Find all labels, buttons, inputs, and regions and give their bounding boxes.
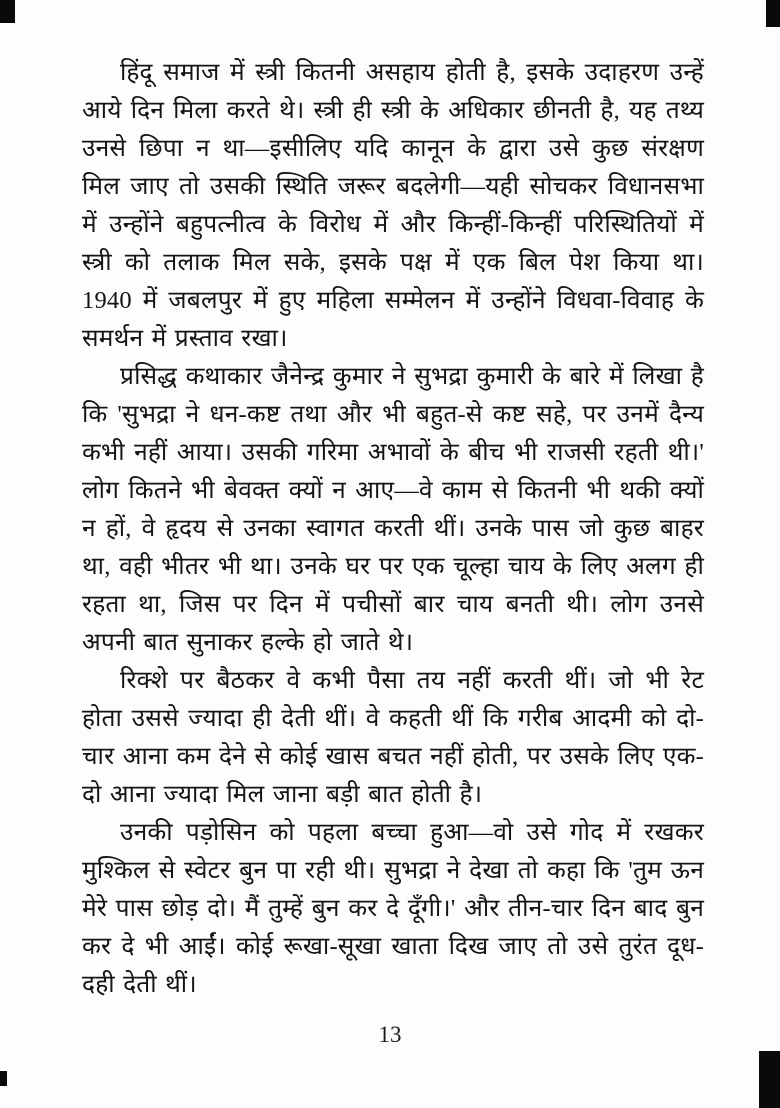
paragraph-2: प्रसिद्ध कथाकार जैनेन्द्र कुमार ने सुभद्रा कुमारी के बारे में लिखा है कि 'सुभद्रा ने धन-कष्ट तथा और भी बहुत-से कष्ट सहे, पर उनमें दैन्य कभी नहीं आया। उसकी गरिमा अभावों के बीच भी राजसी रहती थी।' लोग कितने भी बेवक्त क्यों न आए—वे काम से कितनी भी थकी क्यों न हों, वे हृदय से उनका स्वागत करती थीं। उनके पास जो कुछ बाहर था, वही भीतर भी था। उनके घर पर एक चूल्हा चाय के लिए अलग ही रहता था, जिस पर दिन में पचीसों बार चाय बनती थी। लोग उनसे अपनी बात सुनाकर हल्के हो जाते थे। [82,363,704,656]
body-text [82,54,704,1004]
scan-artifact-bottom-left [0,1071,7,1086]
scan-artifact-top-left [0,0,15,23]
page-number: 13 [378,1022,402,1047]
paragraph-4: उनकी पड़ोसिन को पहला बच्चा हुआ—वो उसे गोद में रखकर मुश्किल से स्वेटर बुन पा रही थी। सुभद्रा ने देखा तो कहा कि 'तुम ऊन मेरे पास छोड़ दो। मैं तुम्हें बुन कर दे दूँगी।' और तीन-चार दिन बाद बुन कर दे भी आईं। कोई रूखा-सूखा खाता दिख जाए तो उसे तुरंत दूध-दही देती थीं। [82,819,704,998]
paragraph-1: हिंदू समाज में स्त्री कितनी असहाय होती है, इसके उदाहरण उन्हें आये दिन मिला करते थे। स्त्री ही स्त्री के अधिकार छीनती है, यह तथ्य उनसे छिपा न था—इसीलिए यदि कानून के द्वारा उसे कुछ संरक्षण मिल जाए तो उसकी स्थिति जरूर बदलेगी—यही सोचकर विधानसभा में उन्होंने बहुपत्नीत्व के विरोध में और किन्हीं-किन्हीं परिस्थितियों में स्त्री को तलाक मिल सके, इसके पक्ष में एक बिल पेश किया था। 1940 में जबलपुर में हुए महिला सम्मेलन में उन्होंने विधवा-विवाह के समर्थन में प्रस्ताव रखा। [82,59,704,352]
paragraph-3: रिक्शे पर बैठकर वे कभी पैसा तय नहीं करती थीं। जो भी रेट होता उससे ज्यादा ही देती थीं। वे कहती थीं कि गरीब आदमी को दो-चार आना कम देने से कोई खास बचत नहीं होती, पर उसके लिए एक-दो आना ज्यादा मिल जाना बड़ी बात होती है। [82,667,704,808]
scan-artifact-bottom-right [759,1051,780,1108]
scan-artifact-top-right [766,0,780,27]
